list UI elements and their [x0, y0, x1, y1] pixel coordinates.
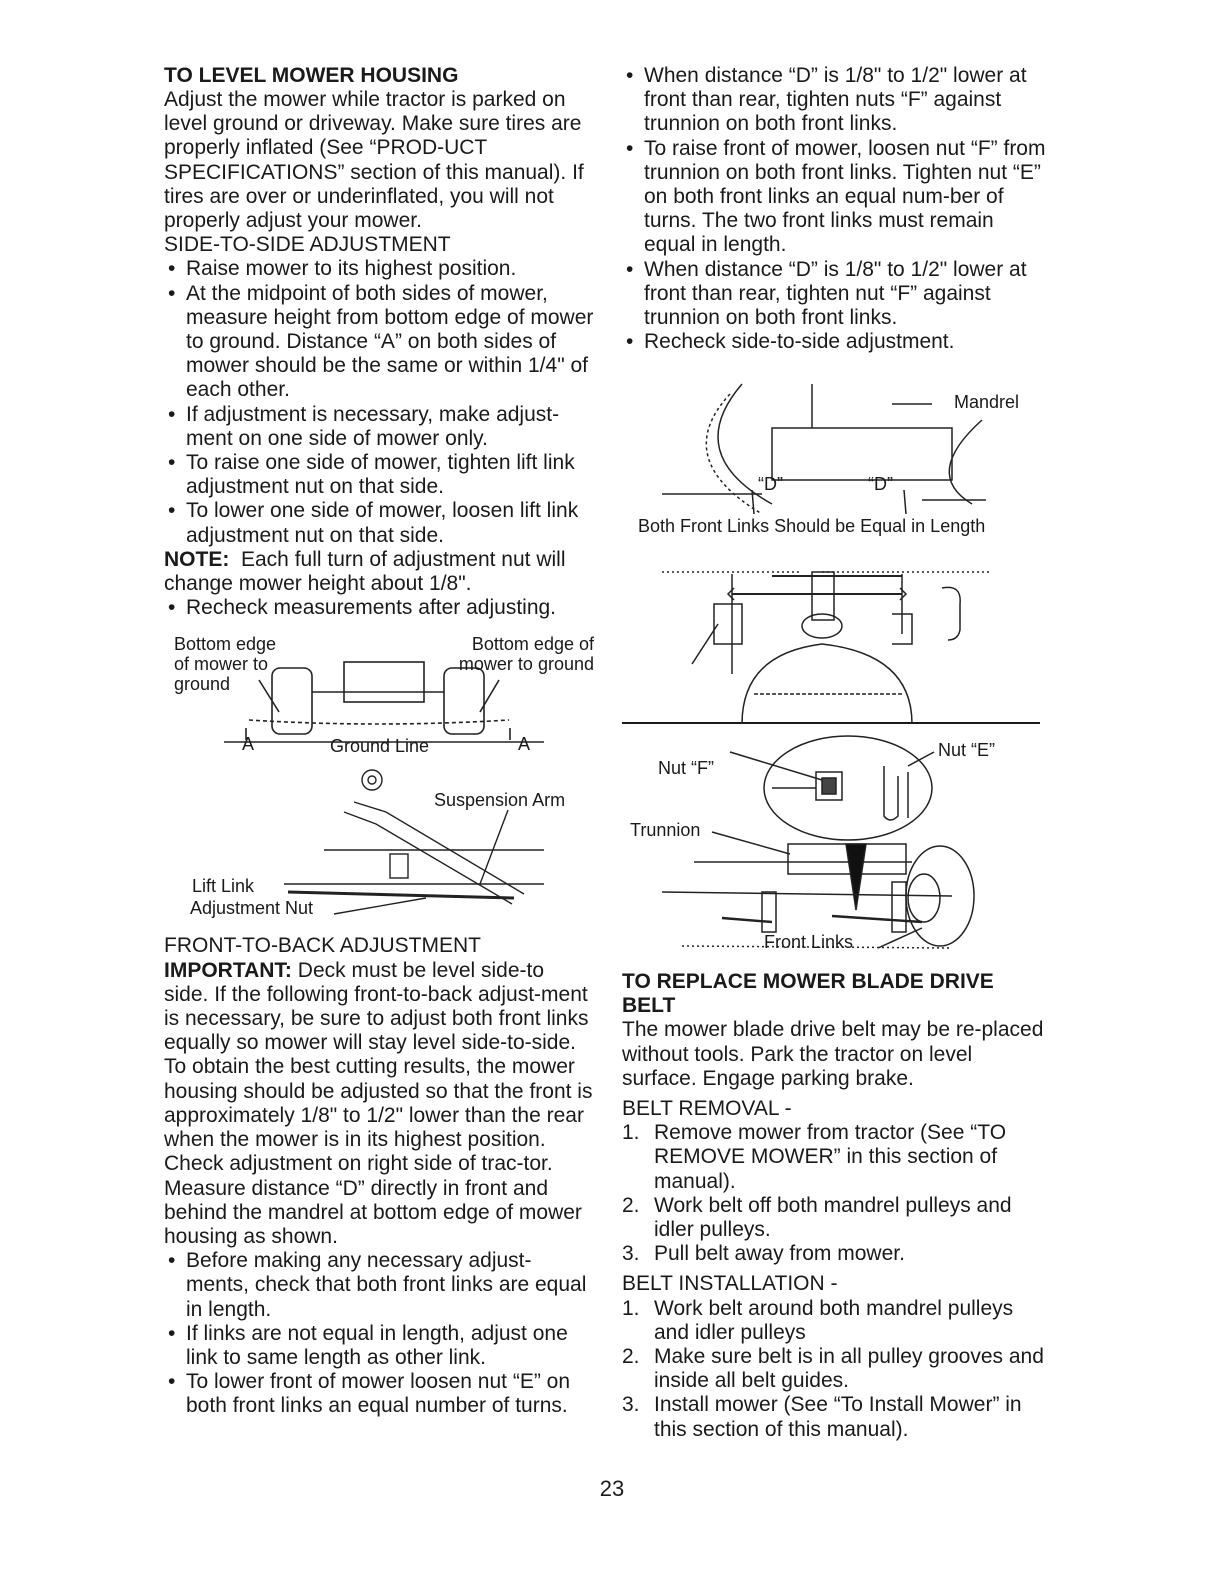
- step-number: 1.: [622, 1296, 640, 1320]
- side-heading: SIDE-TO-SIDE ADJUSTMENT: [164, 233, 451, 257]
- list-item: • To lower front of mower loosen nut “E” on both front links an equal number of turns.: [164, 1370, 594, 1418]
- list-item: • When distance “D” is 1/8" to 1/2" lower at front than rear, tighten nuts “F” against trunnion on both front links.: [622, 64, 1046, 137]
- fig1-a-right: A: [518, 734, 531, 755]
- front-heading: FRONT-TO-BACK ADJUSTMENT: [164, 934, 481, 958]
- step-text: Make sure belt is in all pulley grooves and inside all belt guides.: [654, 1345, 1044, 1393]
- list-item: • Raise mower to its highest position.: [164, 257, 594, 281]
- fig2-d-right: “D”: [868, 474, 893, 495]
- step-number: 1.: [622, 1121, 640, 1145]
- install-steps: [622, 1297, 1046, 1442]
- note: [164, 548, 594, 596]
- mandrel-diagram: [622, 364, 1046, 724]
- removal-steps: [622, 1121, 1046, 1266]
- fig3-front-links: Front Links: [764, 932, 854, 953]
- fig1-lift-link: Lift Link: [192, 876, 255, 897]
- recheck-list: [164, 596, 594, 620]
- fig3-nut-f: Nut “F”: [658, 758, 714, 779]
- fig1-suspension-arm: Suspension Arm: [434, 790, 566, 811]
- step-number: 3.: [622, 1393, 640, 1417]
- fig1-adjustment-nut: Adjustment Nut: [190, 898, 314, 919]
- important-label: IMPORTANT:: [164, 958, 292, 982]
- important-text: Deck must be level side-to side. If the following front-to-back adjust-ment is necessary, be sure to adjust both front links equally so mower will stay level side-to-side.: [164, 958, 589, 1055]
- level-title: TO LEVEL MOWER HOUSING: [164, 64, 459, 87]
- side-bullets: [164, 257, 594, 547]
- side-to-side-figure: [164, 632, 594, 932]
- install-heading: BELT INSTALLATION -: [622, 1272, 838, 1296]
- fig1-a-left: A: [242, 734, 255, 755]
- list-item: [622, 1121, 1046, 1194]
- step-number: 3.: [622, 1242, 640, 1266]
- list-item: [622, 1194, 1046, 1242]
- fig1-ground-line: Ground Line: [330, 736, 430, 757]
- replace-intro: The mower blade drive belt may be re-placed without tools. Park the tractor on level surface. Engage parking brake.: [622, 1018, 1044, 1090]
- replace-title: TO REPLACE MOWER BLADE DRIVE BELT: [622, 970, 994, 1018]
- fig2-d-left: “D”: [758, 474, 783, 495]
- best-results: To obtain the best cutting results, the mower housing should be adjusted so that the front is approximately 1/8" to 1/2" lower than the rear when the mower is in its highest position.: [164, 1055, 593, 1152]
- fig3-trunnion: Trunnion: [630, 820, 701, 841]
- front-bullets: [164, 1249, 594, 1418]
- fig3-nut-e: Nut “E”: [938, 740, 996, 761]
- check-adjustment: Check adjustment on right side of trac-tor. Measure distance “D” directly in front and behind the mandrel at bottom edge of mower housing as shown.: [164, 1152, 582, 1248]
- front-links-figure: [622, 732, 1046, 968]
- step-text: Work belt off both mandrel pulleys and idler pulleys.: [654, 1193, 1012, 1242]
- list-item: • To lower one side of mower, loosen lift link adjustment nut on that side.: [164, 499, 594, 547]
- step-text: Remove mower from tractor (See “TO REMOVE MOWER” in this section of manual).: [654, 1121, 1007, 1193]
- removal-heading: BELT REMOVAL -: [622, 1097, 792, 1121]
- list-item: • When distance “D” is 1/8" to 1/2" lower at front than rear, tighten nut “F” against trunnion on both front links.: [622, 258, 1046, 331]
- step-text: Work belt around both mandrel pulleys and idler pulleys: [654, 1296, 1014, 1344]
- fig1-label-right: Bottom edge of mower to ground: [458, 634, 594, 675]
- note-label: NOTE:: [164, 547, 230, 571]
- list-item: • Recheck measurements after adjusting.: [164, 596, 594, 620]
- fig2-both-front: Both Front Links Should be Equal in Length: [638, 516, 986, 537]
- list-item: [622, 1297, 1046, 1345]
- list-item: • If adjustment is necessary, make adjust-ment on one side of mower only.: [164, 403, 594, 451]
- fig1-label-left: Bottom edge of mower to ground: [174, 634, 277, 695]
- list-item: [622, 1242, 1046, 1266]
- step-number: 2.: [622, 1193, 640, 1217]
- list-item: • Recheck side-to-side adjustment.: [622, 330, 1046, 354]
- list-item: [622, 1393, 1046, 1441]
- list-item: • If links are not equal in length, adjust one link to same length as other link.: [164, 1322, 594, 1370]
- list-item: • Before making any necessary adjust-ments, check that both front links are equal in length.: [164, 1249, 594, 1322]
- list-item: • At the midpoint of both sides of mower, measure height from bottom edge of mower to ground. Distance “A” on both sides of mower should be the same or within 1/4" of each other.: [164, 282, 594, 403]
- step-text: Pull belt away from mower.: [654, 1242, 905, 1266]
- list-item: • To raise front of mower, loosen nut “F” from trunnion on both front links. Tighten nut “E” on both front links an equal num-ber of turns. The two front links must remain equal in length.: [622, 137, 1046, 258]
- continued-bullets: [622, 64, 1046, 354]
- list-item: [622, 1345, 1046, 1393]
- step-text: Install mower (See “To Install Mower” in this section of this manual).: [654, 1393, 1022, 1441]
- mandrel-figure: [622, 364, 1046, 724]
- level-intro: Adjust the mower while tractor is parked on level ground or driveway. Make sure tires are properly inflated (See “PROD-UCT SPECIFICATIONS” section of this manual). If tires are over or underinflated, you will not properly adjust your mower.: [164, 88, 584, 233]
- note-text: Each full turn of adjustment nut will change mower height about 1/8".: [164, 547, 566, 596]
- important: [164, 959, 594, 1056]
- page-number: 23: [599, 1476, 625, 1501]
- right-column: [622, 64, 1046, 1442]
- list-item: • To raise one side of mower, tighten lift link adjustment nut on that side.: [164, 451, 594, 499]
- fig2-mandrel: Mandrel: [954, 392, 1020, 413]
- left-column: [164, 64, 594, 1419]
- step-number: 2.: [622, 1345, 640, 1369]
